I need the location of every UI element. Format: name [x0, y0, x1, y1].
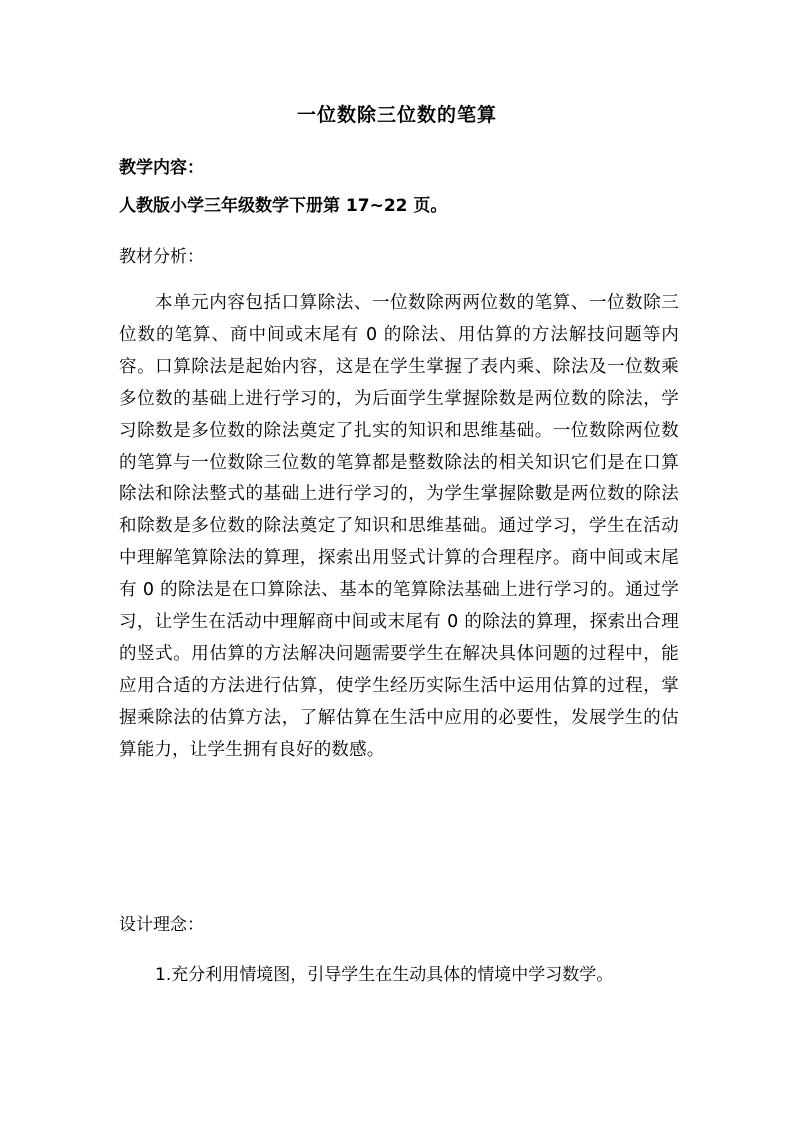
- teaching-content-text: 人教版小学三年级数学下册第 17~22 页。: [119, 196, 448, 216]
- teaching-content-heading: 教学内容：: [119, 158, 204, 178]
- material-analysis-heading: 教材分析：: [119, 247, 204, 267]
- document-title: 一位数除三位数的笔算: [296, 104, 497, 126]
- design-concept-item: 1.充分利用情境图，引导学生在生动具体的情境中学习数学。: [155, 965, 614, 985]
- design-concept-heading: 设计理念：: [119, 915, 204, 935]
- material-analysis-paragraph: 本单元内容包括口算除法、一位数除两两位数的笔算、一位数除三位数的笔算、商中间或末尾有 0 的除法、用估算的方法解技问题等内容。口算除法是起始内容，这是在学生掌握了表内乘、除法及一位数乘多位数的基础上进行学习的，为后面学生掌握除数是两位数的除法，学习除数是多位数的除法奠定了扎实的知识和思维基础。一位数除两位数的笔算与一位数除三位数的笔算都是整数除法的相关知识它们是在口算除法和除法整式的基础上进行学习的，为学生掌握除數是两位数的除法和除数是多位数的除法奠定了知识和思维基础。通过学习，学生在活动中理解笔算除法的算理，探索出用竖式计算的合理程序。商中间或末尾有 0 的除法是在口算除法、基本的笔算除法基础上进行学习的。通过学习，让学生在活动中理解商中间或末尾有 0 的除法的算理，探索出合理的竖式。用估算的方法解决问题需要学生在解决具体问题的过程中，能应用合适的方法进行估算，使学生经历实际生活中运用估算的过程，掌握乘除法的估算方法，了解估算在生活中应用的必要性，发展学生的估算能力，让学生拥有良好的数感。: [119, 293, 679, 760]
